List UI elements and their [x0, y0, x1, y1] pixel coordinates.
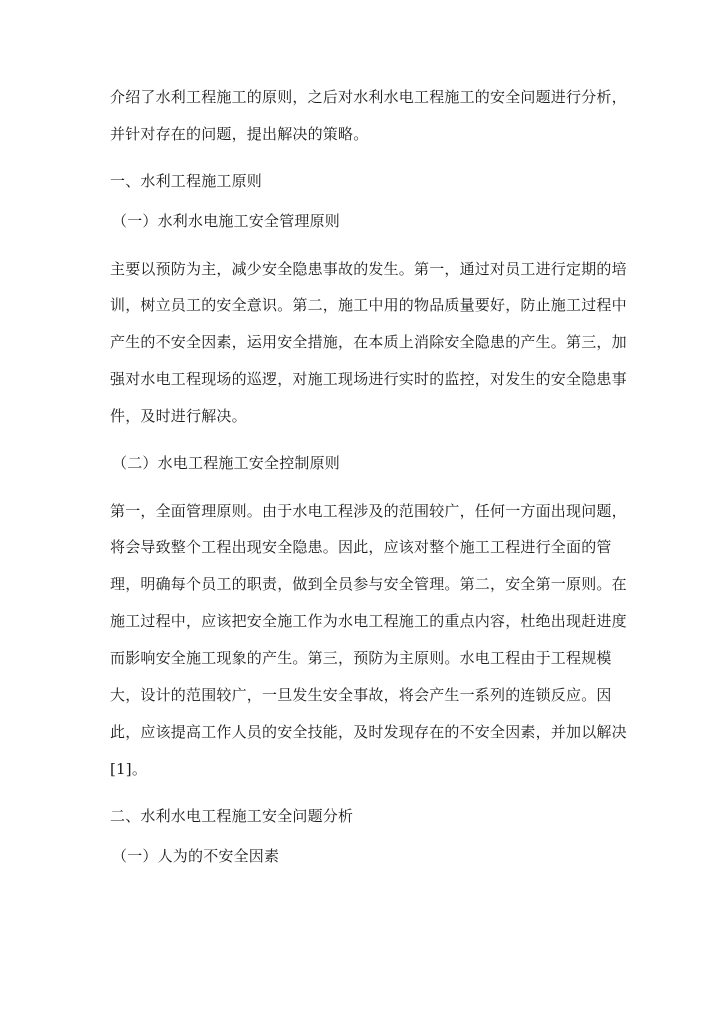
section-1-1-line-2: 训，树立员工的安全意识。第二，施工中用的物品质量要好，防止施工过程中: [110, 296, 627, 314]
section-1-1-line-3: 产生的不安全因素，运用安全措施，在本质上消除安全隐患的产生。第三，加: [110, 333, 627, 351]
section-1-2-line-5: 而影响安全施工现象的产生。第三，预防为主原则。水电工程由于工程规模: [110, 649, 612, 667]
section-1-2-heading: （二）水电工程施工安全控制原则: [112, 454, 341, 472]
intro-line-1: 介绍了水利工程施工的原则，之后对水利水电工程施工的安全问题进行分析，: [110, 88, 627, 106]
section-1-1-line-5: 件，及时进行解决。: [110, 407, 247, 425]
section-2-heading: 二、水利水电工程施工安全问题分析: [110, 807, 354, 825]
section-1-2-line-4: 施工过程中，应该把安全施工作为水电工程施工的重点内容，杜绝出现赶进度: [110, 612, 627, 630]
section-1-2-line-3: 理，明确每个员工的职责，做到全员参与安全管理。第二，安全第一原则。在: [110, 575, 627, 593]
section-1-heading: 一、水利工程施工原则: [110, 172, 263, 190]
section-2-1-heading: （一）人为的不安全因素: [112, 847, 280, 865]
section-1-1-heading: （一）水利水电施工安全管理原则: [112, 212, 341, 230]
section-1-2-line-1: 第一，全面管理原则。由于水电工程涉及的范围较广，任何一方面出现问题，: [110, 502, 627, 520]
section-1-2-line-8: [1]。: [110, 760, 148, 778]
section-1-2-line-6: 大，设计的范围较广，一旦发生安全事故，将会产生一系列的连锁反应。因: [110, 686, 612, 704]
section-1-2-line-2: 将会导致整个工程出现安全隐患。因此，应该对整个施工工程进行全面的管: [110, 538, 612, 556]
section-1-2-line-7: 此，应该提高工作人员的安全技能，及时发现存在的不安全因素，并加以解决: [110, 723, 627, 741]
section-1-1-line-1: 主要以预防为主，减少安全隐患事故的发生。第一，通过对员工进行定期的培: [110, 260, 627, 278]
section-1-1-line-4: 强对水电工程现场的巡逻，对施工现场进行实时的监控，对发生的安全隐患事: [110, 370, 627, 388]
intro-line-2: 并针对存在的问题，提出解决的策略。: [110, 125, 369, 143]
